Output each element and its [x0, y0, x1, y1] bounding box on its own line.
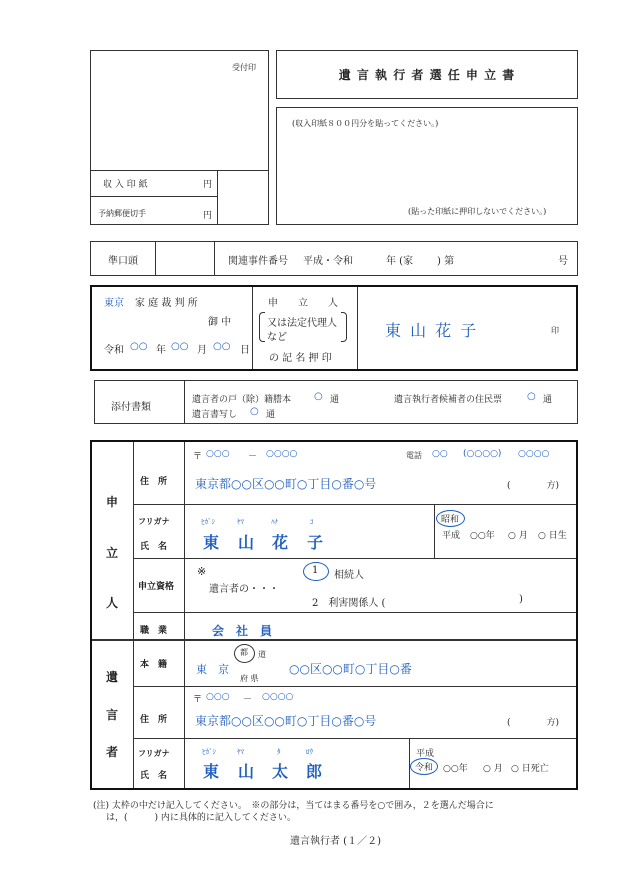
testator-name-label: 氏 名 — [140, 771, 168, 781]
attach-item-koseki-unit: 通 — [330, 395, 340, 405]
testator-honseki-pref: 東 京 — [196, 663, 229, 676]
testator-name-1: 東 — [203, 762, 220, 781]
applicant-address: 東京都○○区○○町○丁目○番○号 — [195, 477, 377, 491]
applicant-furi-2: ﾔﾏ — [237, 518, 244, 526]
applicant-postal1: ○○○ — [206, 449, 230, 459]
testator-side-3: 者 — [105, 745, 118, 759]
postage-stamp-label: 予納郵便切手 — [98, 209, 146, 218]
stamp-paste-note: (収入印紙８００円分を貼ってください。) — [292, 119, 439, 128]
testator-name-2: 山 — [238, 762, 255, 781]
testator-furigana-label: フリガナ — [138, 748, 170, 758]
testator-address-label: 住 所 — [140, 715, 168, 725]
testator-honseki-addr: ○○区○○町○丁目○番 — [289, 662, 412, 676]
applicant-name-1: 東 — [203, 533, 220, 552]
applicant-qual-1-text: 相続人 — [334, 570, 364, 581]
filing-month: ○○ — [171, 341, 189, 352]
jun-kotou-label: 準口頭 — [108, 256, 138, 267]
attach-item-koseki: 遺言者の戸（除）籍謄本 — [192, 395, 292, 405]
testator-postal-mark: 〒 — [193, 695, 203, 705]
stamp-paste-warning: (貼った印紙に押印しないでください。) — [408, 207, 547, 216]
applicant-phone3: ○○○○ — [518, 449, 550, 459]
attach-item-juminhyo-unit: 通 — [543, 395, 553, 405]
applicant-qual-1: 1 — [312, 565, 319, 576]
testator-furi-3: ﾀ — [277, 748, 281, 756]
attachments-label: 添付書類 — [111, 402, 151, 413]
bracket-right — [341, 312, 347, 342]
attach-item-will-unit: 通 — [266, 410, 276, 420]
filing-tsuki: 月 — [197, 345, 207, 356]
revenue-stamp-label: 収 入 印 紙 — [103, 180, 148, 190]
attach-item-koseki-count: ○ — [314, 391, 323, 402]
applicant-qual-text: 遺言者の・・・ — [209, 584, 279, 595]
applicant-side-1: 申 — [105, 495, 118, 509]
applicant-birth-era1: 昭和 — [441, 515, 460, 525]
testator-postal2: ○○○○ — [262, 692, 294, 702]
testator-year: ○○年 — [443, 764, 468, 774]
footnote-line1: (注) 太枠の中だけ記入してください。 ※の部分は，当てはまる番号を○で囲み，２を選んだ場合に — [93, 801, 494, 811]
case-dai: ) 第 — [437, 256, 455, 267]
applicant-phone2: (○○○○) — [463, 449, 502, 459]
applicant-sig-label: 申 立 人 — [268, 298, 338, 309]
applicant-job-label: 職 業 — [140, 626, 168, 636]
testator-day: ○ 日死亡 — [511, 764, 549, 774]
applicant-qual-mark: ※ — [197, 565, 207, 578]
testator-address: 東京都○○区○○町○丁目○番○号 — [195, 714, 377, 728]
testator-to: 都 — [240, 648, 248, 657]
applicant-phone-label: 電話 — [406, 451, 422, 460]
testator-era2: 令和 — [415, 763, 434, 773]
testator-fuken: 府 県 — [240, 674, 259, 683]
applicant-furi-3: ﾊﾅ — [271, 518, 278, 526]
court-prefecture: 東京 — [104, 298, 124, 309]
revenue-stamp-unit: 円 — [203, 180, 213, 190]
applicant-birth-month: ○ 月 — [508, 531, 528, 541]
applicant-postal-dash: － — [248, 452, 258, 462]
filing-hi: 日 — [240, 345, 250, 356]
testator-furi-4: ﾛｳ — [306, 748, 313, 756]
testator-do: 道 — [258, 650, 266, 659]
page-number: 遺言執行者 (１／２) — [290, 836, 381, 847]
testator-side-2: 言 — [105, 708, 118, 722]
applicant-qual-2-close: ) — [519, 594, 523, 605]
testator-kata: ( 方) — [507, 718, 560, 728]
applicant-qual-2: 2 利害関係人 ( — [312, 598, 386, 609]
applicant-phone1: ○○ — [432, 449, 448, 459]
footnote-line2: は，( ) 内に具体的に記入してください。 — [106, 813, 296, 823]
testator-name-4: 郎 — [306, 762, 323, 781]
legal-rep-label: 又は法定代理人 — [267, 318, 337, 329]
applicant-birth-era2: 平成 — [442, 531, 461, 541]
related-case-label: 関連事件番号 — [228, 256, 288, 267]
testator-month: ○ 月 — [483, 764, 503, 774]
applicant-name-3: 花 — [272, 533, 289, 552]
applicant-furi-1: ﾋｶﾞｼ — [201, 518, 215, 526]
case-era: 平成・令和 — [303, 256, 353, 267]
applicant-job: 会 社 員 — [212, 624, 273, 638]
testator-furi-2: ﾔﾏ — [237, 748, 244, 756]
testator-postal-dash: － — [243, 695, 253, 705]
applicant-postal2: ○○○○ — [266, 449, 298, 459]
filing-year: ○○ — [130, 341, 148, 352]
legal-rep-etc: など — [267, 332, 287, 343]
reception-stamp-box — [90, 50, 269, 225]
testator-honseki-label: 本 籍 — [140, 660, 168, 670]
case-year: 年 (家 — [386, 256, 414, 267]
attach-item-will-count: ○ — [250, 406, 259, 417]
applicant-furigana-label: フリガナ — [138, 516, 170, 526]
testator-furi-1: ﾋｶﾞｼ — [202, 748, 216, 756]
attach-item-juminhyo: 遺言執行者候補者の住民票 — [394, 395, 503, 405]
applicant-side-2: 立 — [105, 546, 118, 560]
applicant-birth-day: ○ 日生 — [538, 531, 567, 541]
filing-era: 令和 — [104, 345, 124, 356]
bracket-left — [259, 312, 265, 342]
postage-stamp-unit: 円 — [203, 211, 213, 221]
case-go: 号 — [558, 256, 568, 267]
filing-nen: 年 — [156, 345, 166, 356]
applicant-sig-name: 東 山 花 子 — [385, 321, 479, 340]
applicant-kata: ( 方) — [507, 481, 560, 491]
applicant-name-2: 山 — [238, 533, 255, 552]
applicant-furi-4: ｺ — [310, 518, 314, 526]
seal-instruction: の 記 名 押 印 — [269, 353, 332, 364]
applicant-qual-label: 申立資格 — [138, 582, 175, 592]
filing-day: ○○ — [213, 341, 231, 352]
applicant-name-4: 子 — [307, 533, 324, 552]
applicant-address-label: 住 所 — [140, 477, 168, 487]
attach-item-juminhyo-count: ○ — [527, 391, 536, 402]
testator-era1: 平成 — [416, 749, 435, 759]
applicant-name-label: 氏 名 — [140, 542, 168, 552]
attach-item-will-copy: 遺言書写し — [192, 410, 238, 420]
court-name: 家 庭 裁 判 所 — [135, 298, 198, 309]
testator-name-3: 太 — [272, 762, 289, 781]
reception-stamp-label: 受付印 — [232, 63, 256, 72]
applicant-birth-year: ○○年 — [470, 531, 495, 541]
testator-postal1: ○○○ — [206, 692, 230, 702]
applicant-side-3: 人 — [105, 596, 118, 610]
seal-mark: 印 — [551, 326, 559, 335]
court-onchu: 御 中 — [208, 317, 232, 328]
page-title: 遺 言 執 行 者 選 任 申 立 書 — [338, 68, 516, 82]
applicant-postal-mark: 〒 — [193, 452, 203, 462]
testator-side-1: 遺 — [105, 670, 118, 684]
